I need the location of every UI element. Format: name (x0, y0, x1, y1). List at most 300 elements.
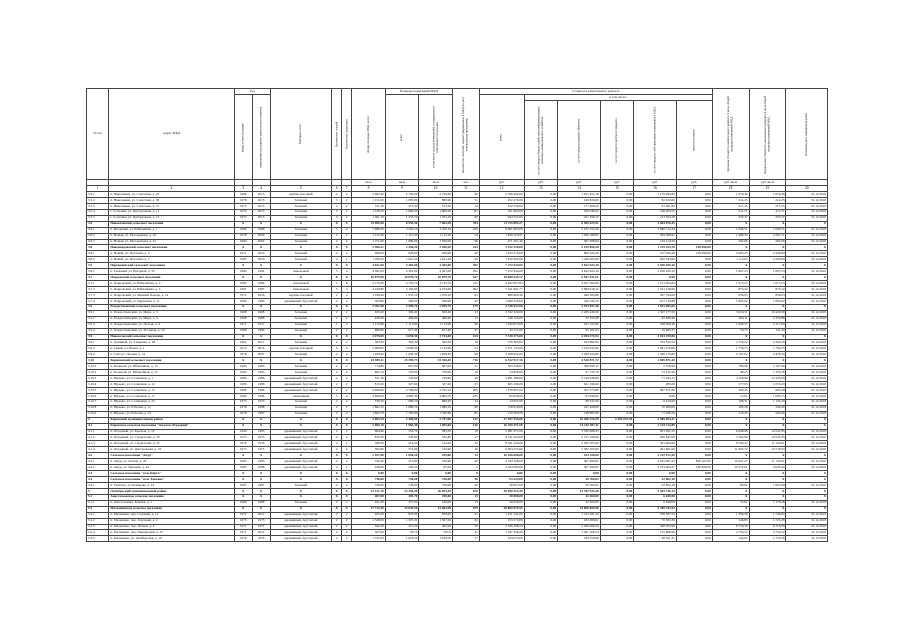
table-cell: 2 650 020,10 (634, 263, 677, 269)
table-cell: X (749, 471, 786, 477)
table-cell: X (786, 488, 828, 494)
table-cell: 4 365,00 (419, 263, 453, 269)
table-cell: 0,00 (524, 465, 558, 471)
table-cell: 1 723,28 (749, 536, 786, 542)
table-cell: 3 (342, 346, 352, 352)
table-cell: 31.12.2018 (786, 530, 828, 536)
table-cell: 0,00 (676, 530, 712, 536)
table-cell: 485,00 (634, 382, 677, 388)
table-cell: 0,00 (600, 494, 634, 500)
table-cell: 55 353,28 (558, 316, 601, 322)
table-cell: 255,60 (419, 453, 453, 459)
table-cell: 1971 (252, 322, 270, 328)
table-cell: 0,00 (524, 376, 558, 382)
table-cell: 0,00 (676, 387, 712, 393)
table-cell: 506,40 (385, 310, 419, 316)
table-cell: 0,00 (676, 334, 712, 340)
table-cell: 1993 (234, 370, 252, 376)
table-cell: 5 (332, 287, 342, 293)
table-cell: 0,00 (676, 471, 712, 477)
table-cell: 0,00 (524, 328, 558, 334)
table-cell: блочный (270, 197, 332, 203)
table-cell: 7 272 944,00 (479, 269, 524, 275)
table-cell: X (712, 304, 749, 310)
table-cell: 2 (342, 364, 352, 370)
table-cell: 92 849,40 (634, 316, 677, 322)
table-cell: 3.10 (87, 358, 109, 364)
table-cell: 0,00 (600, 263, 634, 269)
table-cell: 1 621,20 (385, 257, 419, 263)
table-cell: 2 (342, 322, 352, 328)
unit-cell: кв.м (352, 180, 386, 186)
table-cell: 22 862,10 (634, 477, 677, 483)
table-cell: 2 (342, 352, 352, 358)
table-cell: 870,00 (385, 512, 419, 518)
table-cell: 1 597,20 (419, 518, 453, 524)
table-cell: 0,00 (600, 292, 634, 298)
table-cell: 1982 (234, 239, 252, 245)
table-cell: 1978 (234, 411, 252, 417)
table-cell: 0,00 (676, 399, 712, 405)
table-cell: X (712, 506, 749, 512)
table-cell: 1 301,70 (352, 215, 386, 221)
table-cell: 1 708,20 (352, 257, 386, 263)
table-cell: X (234, 488, 252, 494)
table-cell: 621 196,60 (558, 382, 601, 388)
table-cell: 19 (452, 340, 479, 346)
table-cell: 1 478 997,60 (479, 387, 524, 393)
table-cell: панельный (270, 269, 332, 275)
table-cell: п. Доминый, ул. Северная, д. 58 (109, 340, 234, 346)
table-cell: 516,60 (419, 447, 453, 453)
table-cell: X (786, 417, 828, 423)
table-cell: 401 661,00 (634, 447, 677, 453)
table-cell: 85 (452, 411, 479, 417)
table-cell: 0,00 (600, 257, 634, 263)
table-cell: 2 (342, 429, 352, 435)
table-cell: X (270, 358, 332, 364)
table-cell: 2 (452, 465, 479, 471)
table-cell: 1 965,40 (385, 423, 419, 429)
table-cell: 2 (332, 292, 342, 298)
table-cell: 4 490,00 (352, 387, 386, 393)
table-cell: 736,00 (352, 477, 386, 483)
header-wall-material: Материал стен (270, 89, 332, 180)
table-cell: 31.12.2018 (786, 310, 828, 316)
header-area-total: всего (385, 95, 419, 180)
table-cell: 807 671,86 (634, 387, 677, 393)
table-cell: 2 (342, 435, 352, 441)
table-cell: 2 (342, 328, 352, 334)
header-year-group: Год (234, 89, 270, 95)
table-cell: п. Юрьево, ул. Солнечная, д. 17 (109, 393, 234, 399)
table-cell: 1971 (252, 524, 270, 530)
table-cell: 294 552,00 (479, 215, 524, 221)
table-cell: 3 303 746,12 (634, 488, 677, 494)
table-cell: 0,00 (524, 471, 558, 477)
table-cell: 1 749,84 (749, 512, 786, 518)
table-cell: 0,00 (676, 506, 712, 512)
table-cell: 31.12.2018 (786, 393, 828, 399)
unit-cell: руб. (676, 180, 712, 186)
table-cell: 0,00 (600, 423, 634, 429)
table-cell: 31.12.2018 (786, 370, 828, 376)
table-cell: 1986 (252, 382, 270, 388)
table-cell: 58 857,00 (479, 482, 524, 488)
table-cell: 31 (452, 530, 479, 536)
table-cell: X (270, 453, 332, 459)
unit-cell: руб. (600, 180, 634, 186)
table-cell: 3 (332, 346, 342, 352)
table-cell: 251 992,00 (479, 209, 524, 215)
table-cell: X (234, 477, 252, 483)
table-cell: 4.1.2 (87, 435, 109, 441)
table-cell: 545,80 (419, 435, 453, 441)
column-number-cell: 6 (332, 186, 342, 192)
table-cell: 22 (452, 441, 479, 447)
table-cell: 3.10.6 (87, 393, 109, 399)
table-cell: 14 (452, 203, 479, 209)
table-cell: 0,00 (676, 358, 712, 364)
table-cell: 1 658 103,87 (479, 233, 524, 239)
table-cell: 1 060 256,66 (479, 298, 524, 304)
table-cell: 856 107,85 (676, 459, 712, 465)
table-cell: 1986 (252, 393, 270, 399)
table-cell: п. Таежный, ул. Нагорная, д. 35 (109, 269, 234, 275)
table-cell: 0,00 (524, 506, 558, 512)
table-cell: 0,00 (676, 281, 712, 287)
table-cell: 0,00 (600, 387, 634, 393)
table-cell: X (332, 423, 342, 429)
table-cell: 0,00 (676, 453, 712, 459)
table-cell: 1 085,80 (385, 197, 419, 203)
header-unit-cost: Удельная стоимость капитального ремонта 1 кв.м. общей площади помещений МКД (712, 89, 749, 180)
table-cell: 1 590,00 (419, 239, 453, 245)
table-cell: 1 811 452,18 (558, 192, 601, 198)
table-cell: 0,00 (524, 518, 558, 524)
table-cell: 0,00 (524, 364, 558, 370)
table-cell: 0,00 (524, 399, 558, 405)
table-cell: 2 386,21 (352, 245, 386, 251)
table-cell: 0,00 (676, 287, 712, 293)
table-cell: 6 410,00 (634, 399, 677, 405)
table-cell: 5 358,90 (634, 364, 677, 370)
table-cell: 1 597 436,20 (479, 530, 524, 536)
table-cell: 4 622 924,10 (558, 269, 601, 275)
table-cell: 1 658,30 (419, 352, 453, 358)
table-cell: 1 621,20 (419, 257, 453, 263)
table-cell: 1986 (234, 192, 252, 198)
table-cell: 0,00 (524, 500, 558, 506)
table-cell: 21 (452, 512, 479, 518)
column-number-cell: 16 (634, 186, 677, 192)
table-cell: 81 061,80 (634, 203, 677, 209)
table-cell: п. Новый, ул. Молодежная, д. 20 (109, 233, 234, 239)
table-cell: 3.9.1 (87, 269, 109, 275)
table-cell: 5.2.5 (87, 536, 109, 542)
table-cell: п. Анастасьевка, Зеленая, д. 1 (109, 500, 234, 506)
table-cell: 0,00 (524, 316, 558, 322)
table-cell: п. Нагорный, ул. Юбилейная, д. 1 (109, 227, 234, 233)
table-cell: п. Николаевка, ул. Советская, д. 23 (109, 192, 234, 198)
table-cell: 25 (452, 298, 479, 304)
table-cell: 1 (332, 322, 342, 328)
table-cell: 736,00 (385, 482, 419, 488)
table-cell: 662 543,00 (634, 257, 677, 263)
column-number-cell: 12 (479, 186, 524, 192)
table-cell: X (749, 417, 786, 423)
table-cell: 0,00 (524, 334, 558, 340)
table-cell: X (270, 471, 332, 477)
table-cell: 31.12.2018 (786, 364, 828, 370)
table-cell: 1988 (252, 405, 270, 411)
table-cell: 0,00 (676, 477, 712, 483)
table-cell: 13 122,30 (634, 370, 677, 376)
table-cell: 1 760,60 (385, 411, 419, 417)
table-cell: 605 106,00 (479, 382, 524, 388)
table-cell: 21 733,70 (558, 370, 601, 376)
table-cell: 567,00 (352, 530, 386, 536)
table-cell: 420 543,70 (558, 298, 601, 304)
table-cell: 10 870,70 (385, 275, 419, 281)
table-cell: 3 024 199,06 (634, 334, 677, 340)
table-cell: 3.6.1 (87, 227, 109, 233)
table-cell: 0,00 (676, 441, 712, 447)
table-cell: 307 534,00 (634, 292, 677, 298)
table-cell: деревянный, брусчатый (270, 518, 332, 524)
table-cell: 0,00 (634, 471, 677, 477)
table-cell: 407 496,85 (558, 459, 601, 465)
table-cell: 2 599,70 (419, 304, 453, 310)
table-cell: 2 (332, 536, 342, 542)
table-cell: 0,00 (524, 322, 558, 328)
table-cell: 0,00 (676, 298, 712, 304)
table-cell: 577,03 (712, 382, 749, 388)
table-cell: 0,00 (676, 239, 712, 245)
table-cell: п. Покровский, ул. Овражная, д. 11 (109, 298, 234, 304)
table-cell: блочный (270, 370, 332, 376)
table-cell: 38 (452, 376, 479, 382)
table-cell: 1 113,60 (385, 322, 419, 328)
table-cell: 209 (452, 387, 479, 393)
table-cell: 720,90 (419, 376, 453, 382)
table-cell: X (234, 494, 252, 500)
table-cell: 80 (452, 405, 479, 411)
header-regional-budget: за счет средств краевого бюджета (558, 101, 601, 180)
table-cell: 1978 (234, 233, 252, 239)
table-cell: 2015 (252, 197, 270, 203)
table-cell: 2 209 446,50 (558, 310, 601, 316)
table-cell: 2 (342, 411, 352, 417)
table-cell: п. Таежное, ул. Комарова, д. 14 (109, 482, 234, 488)
table-cell: 2 (332, 500, 342, 506)
table-cell: 0,00 (524, 417, 558, 423)
table-cell: 0,00 (524, 429, 558, 435)
table-cell: 3.7 (87, 275, 109, 281)
table-cell: 0,00 (600, 209, 634, 215)
table-cell: 1 721,00 (352, 536, 386, 542)
table-cell: 6 512 917,16 (479, 358, 524, 364)
table-cell: 2 913 657,46 (558, 304, 601, 310)
table-cell: 148 087,00 (558, 411, 601, 417)
table-cell: 689,50 (419, 399, 453, 405)
table-cell: 3 091 286,00 (479, 376, 524, 382)
table-cell: 1 618,50 (385, 536, 419, 542)
table-cell: 1 003,15 (749, 393, 786, 399)
table-cell: 104 (452, 245, 479, 251)
table-cell: 1986 (234, 393, 252, 399)
table-cell: 566,00 (385, 298, 419, 304)
table-cell: 3.5.1 (87, 192, 109, 198)
table-cell: 80,01 (712, 482, 749, 488)
table-cell: 0,00 (600, 488, 634, 494)
table-cell: 4 622 924,10 (558, 263, 601, 269)
table-cell: 2 151 196,00 (558, 435, 601, 441)
table-cell: п. Рождественский, ул. Мира, д. 4 (109, 316, 234, 322)
table-cell: X (712, 471, 749, 477)
table-cell: 2 460,90 (385, 417, 419, 423)
table-cell: 2 (342, 209, 352, 215)
table-cell: 0,00 (676, 233, 712, 239)
table-cell: деревянный, брусчатый (270, 382, 332, 388)
table-cell: 466,60 (419, 316, 453, 322)
table-cell: 1987 (234, 482, 252, 488)
table-cell: 2 197,02 (712, 352, 749, 358)
table-cell: 4 052 907,25 (634, 459, 677, 465)
table-cell: 253,37 (749, 215, 786, 221)
table-cell: 31.12.2018 (786, 435, 828, 441)
table-cell: п. Покровский, ул. Мычина Кольца, д. 14 (109, 292, 234, 298)
table-cell: 720,00 (385, 370, 419, 376)
table-cell: 307 286,84 (558, 239, 601, 245)
table-cell: 6 649,00 (634, 500, 677, 506)
table-cell: 0,00 (524, 382, 558, 388)
table-cell: 1 076,10 (419, 292, 453, 298)
table-cell: 2 (342, 524, 352, 530)
table-cell: блочный (270, 316, 332, 322)
table-cell: X (270, 494, 332, 500)
table-cell: Кировское сельское поселение "поселок Отрадный" (109, 423, 234, 429)
table-cell: 81 (452, 209, 479, 215)
table-cell: X (234, 304, 252, 310)
column-number-cell: 13 (524, 186, 558, 192)
table-cell: 71 296,50 (634, 411, 677, 417)
table-cell: 604,90 (352, 429, 386, 435)
table-cell: 503 239,07 (479, 364, 524, 370)
table-cell: 0,00 (419, 471, 453, 477)
table-cell: 1974 (234, 346, 252, 352)
table-cell: 2 (342, 387, 352, 393)
table-cell: 0,00 (600, 346, 634, 352)
table-cell: п. Юрьево, ул. Солнечная, д. 1 (109, 376, 234, 382)
column-number-cell: 1 (87, 186, 109, 192)
table-cell: 4 (342, 227, 352, 233)
table-cell: 536 829,00 (676, 465, 712, 471)
table-cell: п. Малышево, пер. Торговый, д. 2 (109, 518, 234, 524)
table-cell: 2 302 072,49 (600, 417, 634, 423)
table-cell: 0,00 (600, 518, 634, 524)
table-cell: 1973 (234, 399, 252, 405)
table-cell: 0,00 (676, 364, 712, 370)
table-cell: 31.12.2018 (786, 287, 828, 293)
table-cell: 2 757,00 (419, 417, 453, 423)
table-cell: 0,00 (676, 382, 712, 388)
table-cell: 4 (342, 393, 352, 399)
table-cell: 2 (332, 257, 342, 263)
table-cell: 4 (87, 417, 109, 423)
table-cell: Малышевское сельское поселение (109, 506, 234, 512)
table-cell: X (332, 488, 342, 494)
column-number-cell: 15 (600, 186, 634, 192)
table-cell: X (270, 221, 332, 227)
header-cost-total: всего (479, 95, 524, 180)
table-cell: 90 (452, 192, 479, 198)
table-cell: X (234, 245, 252, 251)
table-cell: 1 667,23 (712, 269, 749, 275)
table-cell: 1973 (252, 518, 270, 524)
table-cell: 0,00 (676, 269, 712, 275)
unit-cell: руб. (634, 180, 677, 186)
table-cell: 4.2.2 (87, 465, 109, 471)
table-cell: 108,31 (712, 399, 749, 405)
table-cell: 0,00 (676, 512, 712, 518)
table-cell: 182 068,61 (558, 518, 601, 524)
table-cell: 1983 (234, 364, 252, 370)
table-cell: 14 541,85 (749, 435, 786, 441)
table-cell: 407 496,85 (558, 465, 601, 471)
table-cell: 0,00 (524, 269, 558, 275)
table-cell: 36 769,02 (558, 482, 601, 488)
header-other-sources: иные источники (676, 101, 712, 180)
table-cell: X (786, 477, 828, 483)
table-cell: 5 167 252,56 (558, 227, 601, 233)
table-cell: 0,00 (676, 221, 712, 227)
table-cell: 4.4 (87, 477, 109, 483)
table-cell: 1 419 633,00 (558, 346, 601, 352)
table-cell: 64 (452, 518, 479, 524)
table-cell: 2 (342, 465, 352, 471)
table-cell: г. Сосновка, ул. Центральная, д. 11 (109, 209, 234, 215)
table-cell: 1983 (252, 364, 270, 370)
table-cell: 2 650 020,10 (634, 269, 677, 275)
table-cell: 1986 (252, 500, 270, 506)
table-cell: 4 (332, 192, 342, 198)
table-cell: 2 (332, 251, 342, 257)
table-cell: 135 869,66 (634, 530, 677, 536)
table-cell: деревянный, брусчатый (270, 429, 332, 435)
table-cell: 2015 (252, 215, 270, 221)
table-cell: 70 900,00 (634, 405, 677, 411)
table-cell: 5.1 (87, 494, 109, 500)
table-cell: 689,50 (385, 399, 419, 405)
table-cell: 3.7.4 (87, 298, 109, 304)
table-cell: 252 530,00 (479, 203, 524, 209)
table-header (87, 89, 828, 192)
table-cell: 168 283,55 (634, 209, 677, 215)
table-cell: 0,00 (676, 405, 712, 411)
table-cell: 6 716,30 (749, 524, 786, 530)
table-cell: п. Юрьево, ул. Рабочая, д. 11 (109, 405, 234, 411)
table-cell: 31.12.2018 (786, 292, 828, 298)
table-cell: 31.12.2018 (786, 298, 828, 304)
table-cell: 294,11 (712, 316, 749, 322)
table-cell: 342,20 (352, 524, 386, 530)
table-cell: 2012 (252, 530, 270, 536)
table-cell: 562,60 (352, 447, 386, 453)
table-cell: блочный (270, 233, 332, 239)
table-cell: п. Николаевка, ул. Советская, д. 30 (109, 197, 234, 203)
table-cell: 0,00 (600, 506, 634, 512)
